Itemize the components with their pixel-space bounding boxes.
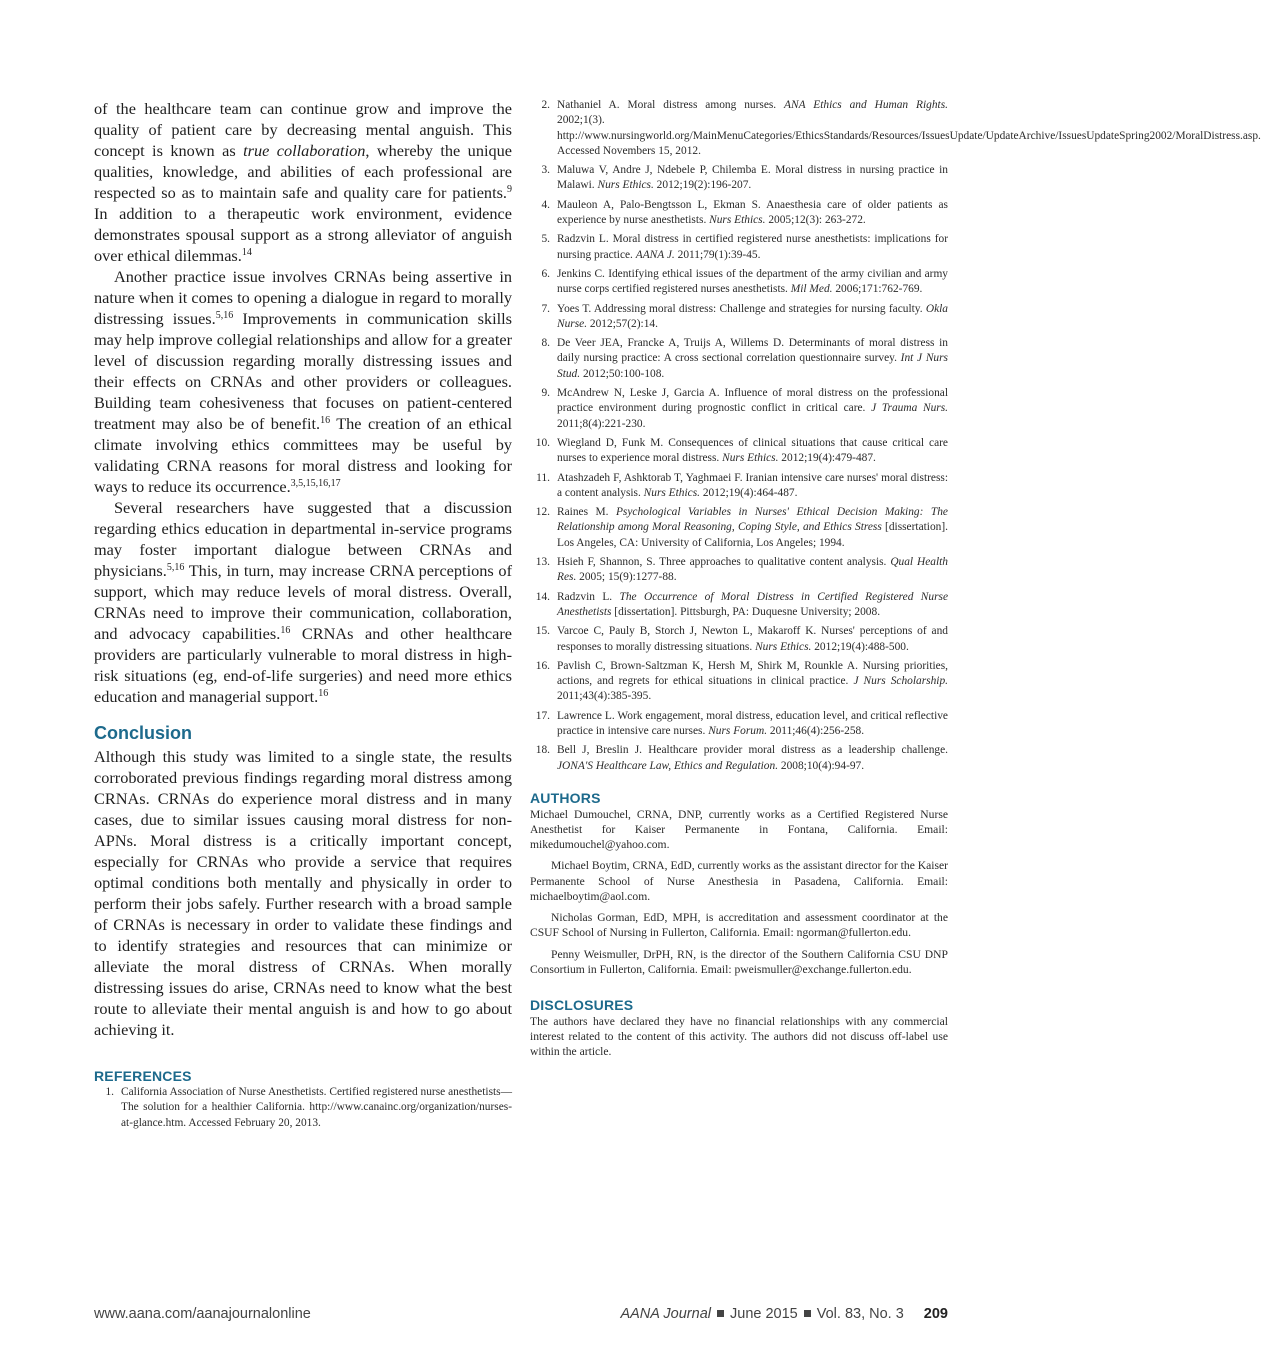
reference-item: 17. Lawrence L. Work engagement, moral distress, education level, and critical reflective practice in intensive care nurses. Nurs Forum. 2011;46(4):256-258.	[530, 709, 948, 740]
reference-item: 13. Hsieh F, Shannon, S. Three approaches to qualitative content analysis. Qual Health Res. 2005; 15(9):1277-88.	[530, 555, 948, 586]
reference-item: 18. Bell J, Breslin J. Healthcare provider moral distress as a leadership challenge. JONA'S Healthcare Law, Ethics and Regulation. 2008;10(4):94-97.	[530, 743, 948, 774]
authors-section	[530, 807, 948, 977]
reference-number: 17.	[535, 709, 550, 722]
page-footer	[94, 1306, 948, 1326]
reference-number: 13.	[535, 556, 550, 569]
reference-item: 12. Raines M. Psychological Variables in Nurses' Ethical Decision Making: The Relationship among Moral Reasoning, Coping Style, and Ethics Stress [dissertation]. Los Angeles, CA: University of California, Los Angeles; 1994.	[530, 505, 948, 551]
reference-item: 5. Radzvin L. Moral distress in certified registered nurse anesthetists: implications for nursing practice. AANA J. 2011;79(1):39-45.	[530, 232, 948, 263]
reference-item: 14. Radzvin L. The Occurrence of Moral Distress in Certified Registered Nurse Anesthetists [dissertation]. Pittsburgh, PA: Duquesne University; 2008.	[530, 590, 948, 621]
conclusion-heading: Conclusion	[94, 723, 192, 743]
issue-date: June 2015	[730, 1306, 798, 1322]
reference-number: 1.	[105, 1086, 114, 1098]
reference-number: 7.	[541, 302, 550, 315]
reference-number: 15.	[535, 625, 550, 638]
reference-number: 3.	[541, 164, 550, 177]
reference-number: 4.	[541, 198, 550, 211]
reference-item: 15. Varcoe C, Pauly B, Storch J, Newton L, Makaroff K. Nurses' perceptions of and responses to morally distressing situations. Nurs Ethics. 2012;19(4):488-500.	[530, 624, 948, 655]
reference-number: 18.	[535, 744, 550, 757]
authors-heading: AUTHORS	[530, 789, 601, 806]
disclosures-text: The authors have declared they have no financial relationships with any commercial interest related to the content of this activity. The authors did not discuss off-label use within the article.	[530, 1014, 948, 1059]
reference-number: 8.	[541, 337, 550, 350]
reference-item: 7. Yoes T. Addressing moral distress: Challenge and strategies for nursing faculty. Okla Nurse. 2012;57(2):14.	[530, 302, 948, 333]
reference-item: 8. De Veer JEA, Francke A, Truijs A, Willems D. Determinants of moral distress in daily nursing practice: A cross sectional correlation questionnaire survey. Int J Nurs Stud. 2012;50:100-108.	[530, 336, 948, 382]
right-column	[530, 98, 1261, 1066]
reference-item: 10. Wiegland D, Funk M. Consequences of clinical situations that cause critical care nurses to experience moral distress. Nurs Ethics. 2012;19(4):479-487.	[530, 436, 948, 467]
page-number: 209	[923, 1306, 948, 1322]
body-paragraph: Several researchers have suggested that a discussion regarding ethics education in departmental in-service programs may foster important dialogue between CRNAs and physicians.$^{5,16}$ This, in turn, may increase CRNA perceptions of support, which may reduce levels of moral distress. Overall, CRNAs need to improve their communication, collaboration, and advocacy capabilities.$^{16}$ CRNAs and other healthcare providers are particularly vulnerable to moral distress in high-risk situations (eg, end-of-life surgeries) and need more ethics education and managerial support.$^{16}$	[94, 498, 513, 706]
disclosures-heading: DISCLOSURES	[530, 996, 634, 1013]
reference-item: 16. Pavlish C, Brown-Saltzman K, Hersh M, Shirk M, Rounkle A. Nursing priorities, actions, and regrets for ethical situations in clinical practice. J Nurs Scholarship. 2011;43(4):385-395.	[530, 659, 948, 705]
reference-number: 12.	[535, 506, 550, 519]
reference-item: 4. Mauleon A, Palo-Bengtsson L, Ekman S. Anaesthesia care of older patients as experience by nurse anesthetists. Nurs Ethics. 2005;12(3): 263-272.	[530, 198, 948, 229]
author-bio: Penny Weismuller, DrPH, RN, is the director of the Southern California CSU DNP Consortium in Fullerton, California. Email: pweismuller@exchange.fullerton.edu.	[530, 947, 948, 976]
reference-number: 2.	[541, 99, 550, 111]
left-column	[94, 98, 512, 1135]
body-paragraph: Another practice issue involves CRNAs being assertive in nature when it comes to opening a dialogue in regard to morally distressing issues.$^{5,16}$ Improvements in communication skills may help improve collegial relationships and allow for a greater level of discussion regarding morally distressing issues and their effects on CRNAs and other providers or colleagues. Building team cohesiveness that focuses on patient-centered treatment may also be of benefit.$^{16}$ The creation of an ethical climate involving ethics committees may be useful by validating CRNA reasons for moral distress and looking for ways to reduce its occurrence.$^{3,5,15,16,17}$	[94, 267, 512, 496]
reference-item: 1. California Association of Nurse Anesthetists. Certified registered nurse anesthetists—The solution for a healthier California. http://www.canainc.org/organization/nurses-at-glance.htm. Accessed February 20, 2013.	[94, 1085, 512, 1131]
reference-item: 2. Nathaniel A. Moral distress among nurses. ANA Ethics and Human Rights. 2002;1(3). http://www.nursingworld.org/MainMenuCategories/EthicsStandards/Resources/IssuesUpdate/UpdateArchive/IssuesUpdateSpring2002/MoralDistress.asp. Accessed Novembers 15, 2012.	[530, 98, 948, 159]
reference-number: 14.	[535, 590, 550, 603]
separator-square-icon	[717, 1310, 724, 1317]
reference-number: 6.	[541, 267, 550, 280]
reference-item: 6. Jenkins C. Identifying ethical issues of the department of the army civilian and army nurse corps certified registered nurses anesthetists. Mil Med. 2006;171:762-769.	[530, 267, 948, 298]
reference-number: 5.	[541, 233, 550, 246]
volume-info: Vol. 83, No. 3	[816, 1306, 904, 1322]
reference-item: 3. Maluwa V, Andre J, Ndebele P, Chilemba E. Moral distress in nursing practice in Malawi. Nurs Ethics. 2012;19(2):196-207.	[530, 163, 948, 194]
author-bio: Michael Boytim, CRNA, EdD, currently works as the assistant director for the Kaiser Permanente School of Nurse Anesthesia in Pasadena, California. Email: michaelboytim@aol.com.	[530, 859, 948, 903]
author-bio: Michael Dumouchel, CRNA, DNP, currently works as a Certified Registered Nurse Anesthetist for Kaiser Permanente in Fontana, California. Email: mikedumouchel@yahoo.com.	[530, 807, 948, 852]
author-bio: Nicholas Gorman, EdD, MPH, is accreditation and assessment coordinator at the CSUF School of Nursing in Fullerton, California. Email: ngorman@fullerton.edu.	[530, 911, 948, 940]
body-paragraph: of the healthcare team can continue grow and improve the quality of patient care by decreasing mental anguish. This concept is known as true collaboration, whereby the unique qualities, knowledge, and abilities of each professional are respected so as to maintain safe and quality care for patients.$^9$ In addition to a therapeutic work environment, evidence demonstrates spousal support as a strong alleviator of anguish over ethical dilemmas.$^{14}$	[94, 99, 512, 265]
reference-number: 9.	[541, 387, 550, 400]
references-heading: REFERENCES	[94, 1068, 192, 1084]
reference-item: 9. McAndrew N, Leske J, Garcia A. Influence of moral distress on the professional practice environment during prognostic conflict in critical care. J Trauma Nurs. 2011;8(4):221-230.	[530, 386, 948, 432]
separator-square-icon	[804, 1310, 811, 1317]
reference-item: 11. Atashzadeh F, Ashktorab T, Yaghmaei F. Iranian intensive care nurses' moral distress: a content analysis. Nurs Ethics. 2012;19(4):464-487.	[530, 471, 948, 502]
conclusion-paragraph: Although this study was limited to a single state, the results corroborated previous findings regarding moral distress among CRNAs. CRNAs do experience moral distress and in many cases, due to similar issues causing moral distress for non-APNs. Moral distress is a critically important concept, especially for CRNAs who provide a service that requires optimal conditions both mentally and physically in order to perform their jobs safely. Further research with a broad sample of CRNAs is necessary in order to validate these findings and to identify strategies and resources that can minimize or alleviate the moral distress of CRNAs. When morally distressing issues do arise, CRNAs need to know what the best route to alleviate their mental anguish is and how to go about achieving it.	[94, 747, 512, 1039]
reference-number: 16.	[535, 659, 550, 672]
body-text	[94, 98, 512, 707]
references-list-right	[530, 98, 1261, 774]
journal-name: AANA Journal	[620, 1306, 711, 1322]
reference-number: 10.	[535, 436, 550, 449]
references-list-left	[94, 1085, 512, 1131]
journal-url[interactable]: www.aana.com/aanajournalonline	[94, 1306, 311, 1322]
reference-number: 11.	[536, 471, 550, 484]
journal-info	[620, 1306, 948, 1322]
